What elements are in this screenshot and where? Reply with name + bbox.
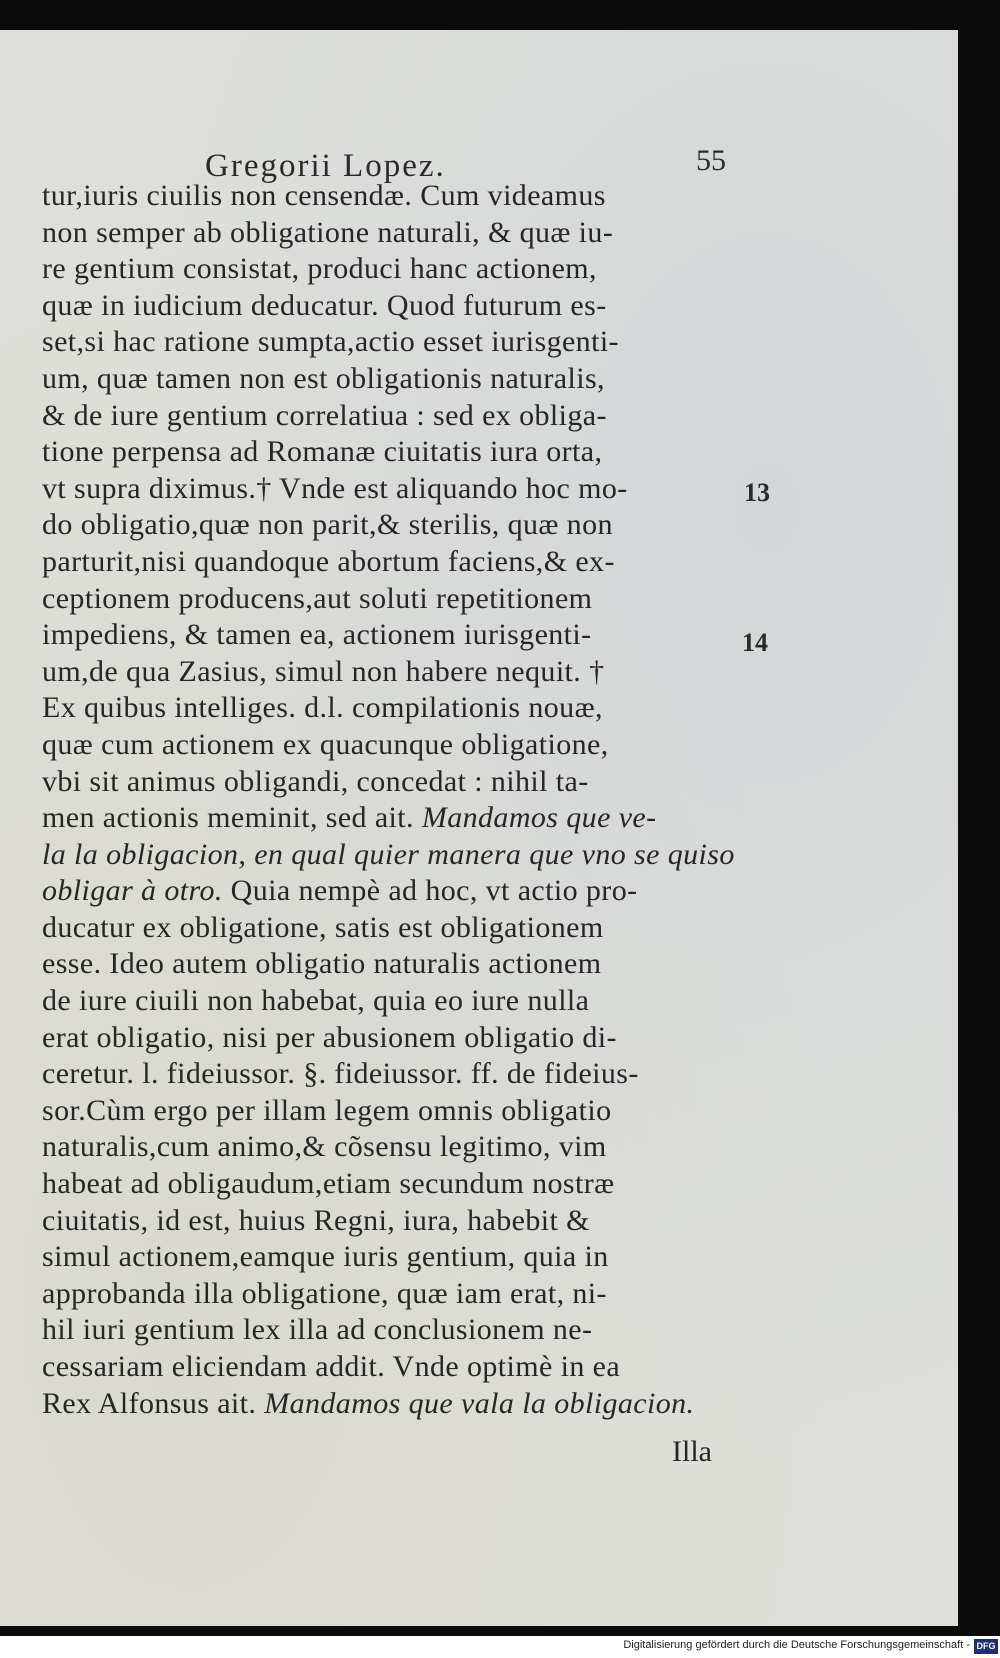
line-italic: Mandamos que vala la obligacion. xyxy=(264,1386,695,1420)
text-line: approbanda illa obligatione, quæ iam erat, ni- xyxy=(42,1276,607,1310)
dfg-logo: DFG xyxy=(974,1639,998,1654)
text-line: impediens, & tamen ea, actionem iurisgenti- xyxy=(42,618,592,652)
margin-note: 13 xyxy=(744,478,770,507)
text-line: vbi sit animus obligandi, concedat : nihil ta- xyxy=(42,764,589,798)
line-roman: men actionis meminit, sed ait. xyxy=(42,801,414,835)
text-line: tur,iuris ciuilis non censendæ. Cum videamus xyxy=(42,179,606,212)
text-line: do obligatio,quæ non parit,& sterilis, quæ non xyxy=(42,508,613,542)
text-line: ciuitatis, id est, huius Regni, iura, habebit & xyxy=(42,1203,590,1237)
text-line: sor.Cùm ergo per illam legem omnis obligatio xyxy=(42,1093,612,1127)
text-line: tione perpensa ad Romanæ ciuitatis iura orta, xyxy=(42,435,603,469)
line-roman: Quia nempè ad hoc, vt actio pro- xyxy=(222,874,638,908)
text-line: cessariam eliciendam addit. Vnde optimè in ea xyxy=(42,1350,621,1383)
text-line xyxy=(42,800,742,837)
text-line xyxy=(42,873,742,910)
text-line: hil iuri gentium lex illa ad conclusionem ne- xyxy=(42,1313,593,1347)
line-italic: la la obligacion, en qual quier manera que vno se quiso xyxy=(42,837,735,871)
text-line: & de iure gentium correlatiua : sed ex obliga- xyxy=(42,398,607,432)
text-line xyxy=(42,837,742,874)
text-line: esse. Ideo autem obligatio naturalis actionem xyxy=(42,947,602,981)
text-line: ducatur ex obligatione, satis est obligationem xyxy=(42,910,604,944)
text-line: erat obligatio, nisi per abusionem obligatio di- xyxy=(42,1020,617,1054)
text-line: ceptionem producens,aut soluti repetitionem xyxy=(42,581,593,615)
text-line xyxy=(42,1386,742,1423)
text-line: simul actionem,eamque iuris gentium, quia in xyxy=(42,1240,609,1274)
text-line: quæ cum actionem ex quacunque obligatione, xyxy=(42,727,609,761)
footer-credit: Digitalisierung gefördert durch die Deutsche Forschungsgemeinschaft - xyxy=(623,1639,970,1651)
text-line: um, quæ tamen non est obligationis naturalis, xyxy=(42,361,605,395)
line-italic: obligar à otro. xyxy=(42,874,223,908)
line-roman: Rex Alfonsus ait. xyxy=(42,1386,257,1420)
body-text xyxy=(42,178,742,1422)
text-line: habeat ad obligaudum,etiam secundum nostræ xyxy=(42,1167,615,1201)
text-line: de iure ciuili non habebat, quia eo iure nulla xyxy=(42,984,590,1018)
text-line: ceretur. l. fideiussor. §. fideiussor. ff. de fideius- xyxy=(42,1057,639,1091)
catchword: Illa xyxy=(672,1435,712,1468)
margin-note: 14 xyxy=(742,628,768,657)
text-line: quæ in iudicium deducatur. Quod futurum es- xyxy=(42,288,607,322)
line-italic: Mandamos que ve- xyxy=(421,801,657,835)
page-number: 55 xyxy=(696,144,726,177)
text-line: parturit,nisi quandoque abortum faciens,& ex- xyxy=(42,544,615,578)
running-title: Gregorii Lopez. xyxy=(205,148,446,184)
text-line: Ex quibus intelliges. d.l. compilationis nouæ, xyxy=(42,691,603,725)
book-page xyxy=(0,30,958,1626)
text-line: vt supra diximus.† Vnde est aliquando hoc mo- xyxy=(42,471,628,505)
text-line: um,de qua Zasius, simul non habere nequit. † xyxy=(42,654,605,688)
text-line: set,si hac ratione sumpta,actio esset iurisgenti- xyxy=(42,325,619,359)
text-line: non semper ab obligatione naturali, & quæ iu- xyxy=(42,215,614,249)
footer-bar xyxy=(0,1636,1000,1658)
text-line: re gentium consistat, produci hanc actionem, xyxy=(42,252,597,286)
text-line: naturalis,cum animo,& cõsensu legitimo, vim xyxy=(42,1130,607,1164)
